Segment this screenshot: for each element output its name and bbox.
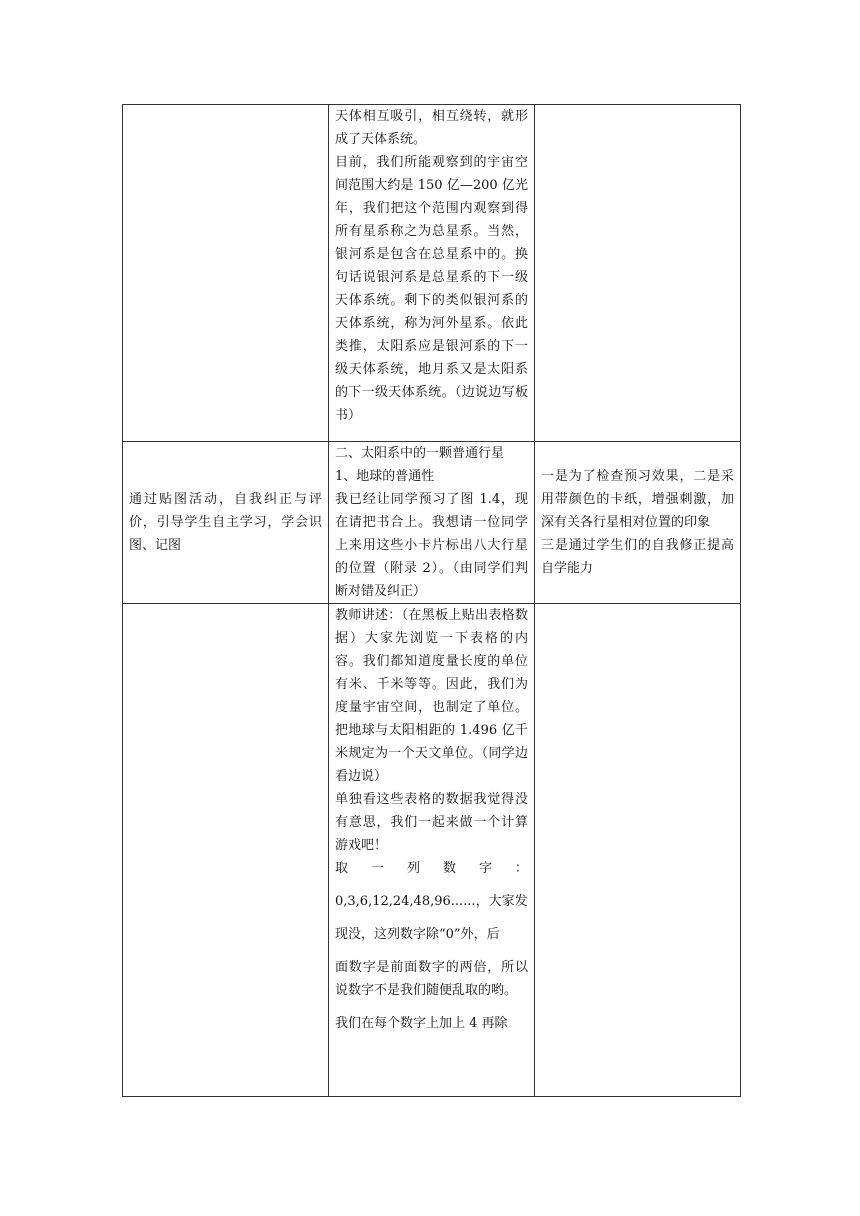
intent-cell [535,604,741,1097]
table-row [123,105,741,442]
paragraph: 一是为了检查预习效果，二是采用带颜色的卡纸，增强刺激，加深有关各行星相对位置的印象 [541,469,734,530]
activity-cell [329,105,535,442]
spread-char: 字 [478,861,492,876]
paragraph: 面数字是前面数字的两倍，所以说数字不是我们随便乱取的哟。 [335,960,528,998]
paragraph: 我们在每个数字上加上 4 再除 [335,1016,508,1031]
spread-char: ： [514,861,528,876]
paragraph: 三是通过学生们的自我修正提高自学能力 [541,538,734,576]
goal-cell [123,105,329,442]
intent-cell [535,442,741,604]
table-row [123,604,741,1097]
spread-line [335,857,528,880]
intent-cell [535,105,741,442]
section-heading: 二、太阳系中的一颗普通行星 [335,446,505,461]
paragraph: 我已经让同学预习了图 1.4，现在请把书合上。我想请一位同学上来用这些小卡片标出八大行星的位置（附录 2）。（由同学们判断对错及纠正） [335,492,528,599]
paragraph: 目前，我们所能观察到的宇宙空间范围大约是 150 亿—200 亿光年，我们把这个范围内观察到得所有星系称之为总星系。当然，银河系是包含在总星系中的。换句话说银河系是总星系的下一级天体系统。剩下的类似银河系的天体系统，称为河外星系。依此类推，太阳系应是银河系的下一级天体系统，地月系又是太阳系的下一级天体系统。（边说边写板书） [335,155,528,423]
paragraph: 现没，这列数字除“0”外，后 [335,927,500,942]
table-row [123,442,741,604]
spread-char: 数 [442,861,456,876]
paragraph: 天体相互吸引，相互绕转，就形成了天体系统。 [335,109,528,147]
goal-cell [123,442,329,604]
goal-cell [123,604,329,1097]
spread-char: 取 [335,861,349,876]
paragraph: 单独看这些表格的数据我觉得没有意思，我们一起来做一个计算游戏吧！ [335,792,528,853]
paragraph: 0,3,6,12,24,48,96......，大家发 [335,894,528,909]
paragraph: 教师讲述：（在黑板上贴出表格数据）大家先浏览一下表格的内容。我们都知道度量长度的单位有米、千米等等。因此，我们为度量宇宙空间，也制定了单位。把地球与太阳相距的 1.496 亿千米规定为一个天文单位。（同学边看边说） [335,608,528,784]
lesson-plan-table [122,104,741,1097]
activity-cell [329,604,535,1097]
spread-char: 一 [370,861,384,876]
subsection-heading: 1、地球的普通性 [335,469,435,484]
spread-char: 列 [406,861,420,876]
paragraph: 通过贴图活动，自我纠正与评价，引导学生自主学习，学会识图、记图 [129,492,322,553]
activity-cell [329,442,535,604]
